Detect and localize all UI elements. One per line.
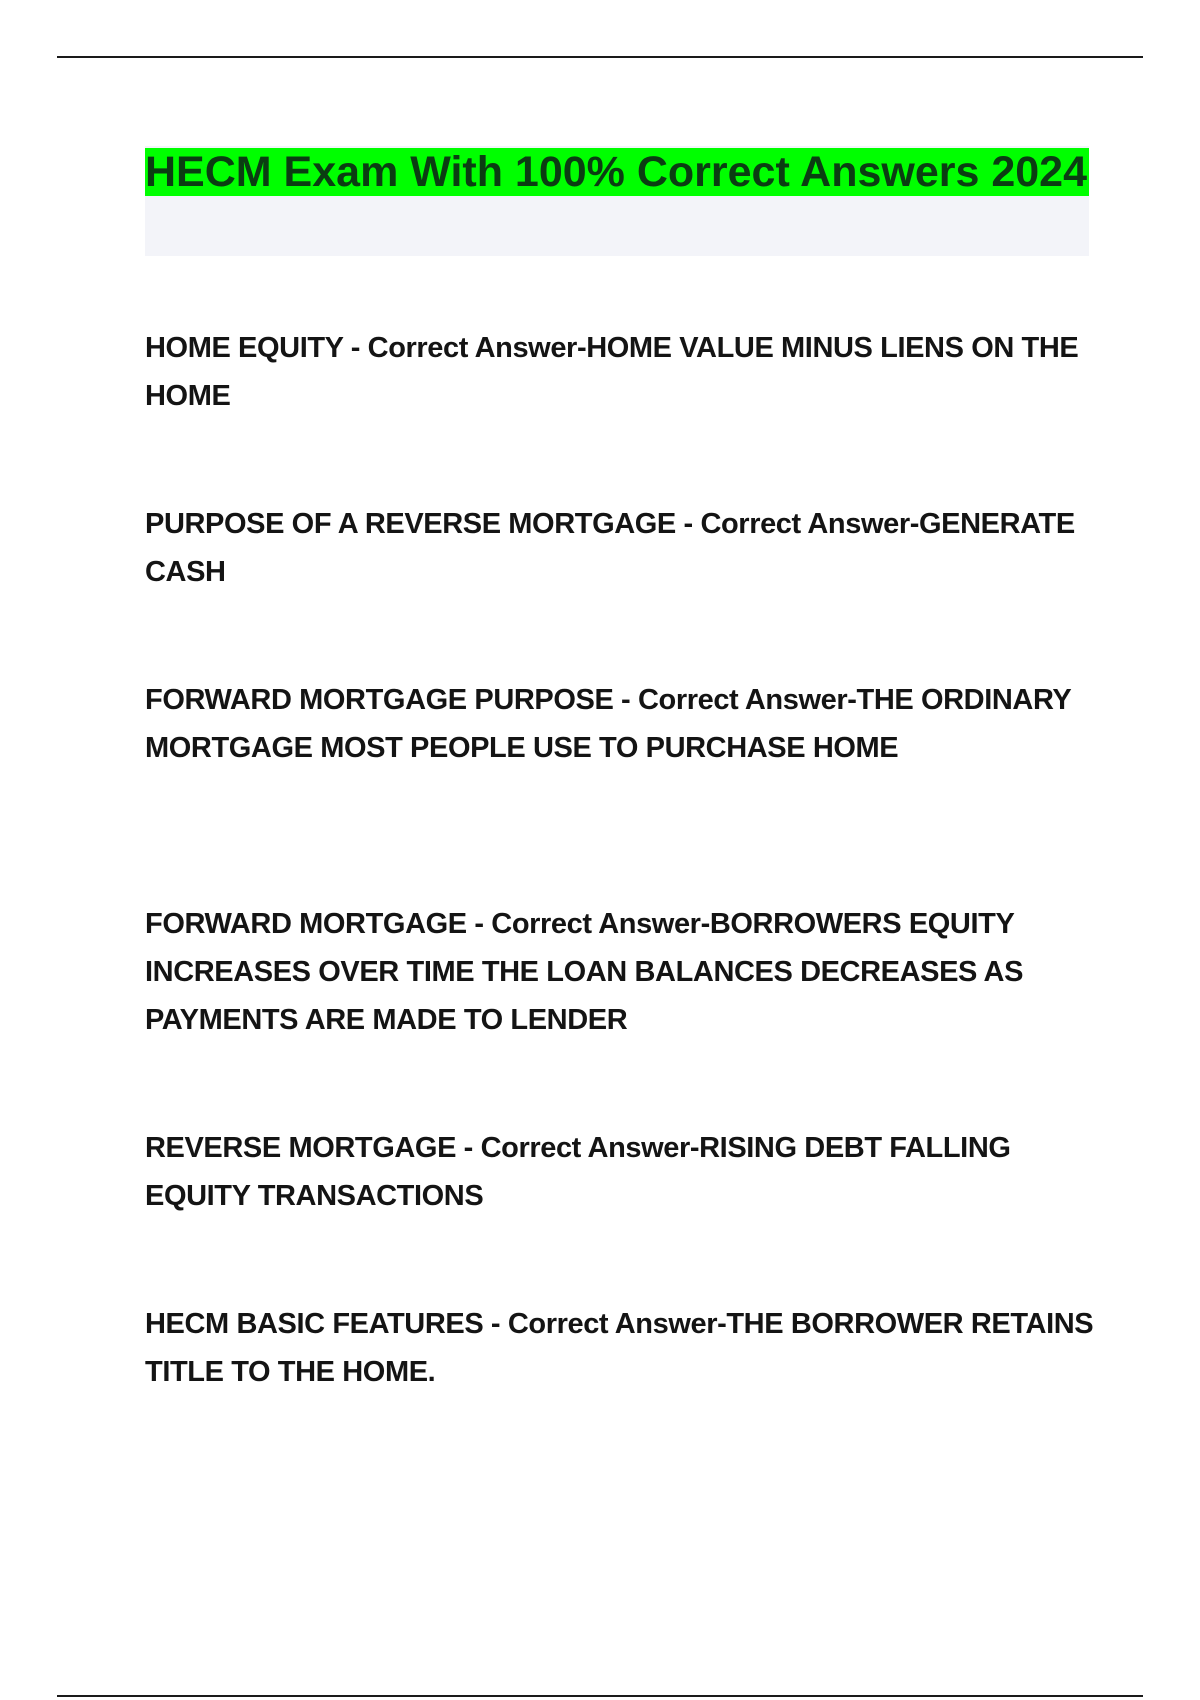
qa-item-hecm-basic-features: HECM BASIC FEATURES - Correct Answer-THE BORROWER RETAINS TITLE TO THE HOME.: [145, 1308, 1094, 1388]
qa-item-purpose-reverse-mortgage: PURPOSE OF A REVERSE MORTGAGE - Correct Answer-GENERATE CASH: [145, 508, 1075, 588]
header-rule: [57, 56, 1143, 58]
qa-item-home-equity: HOME EQUITY - Correct Answer-HOME VALUE MINUS LIENS ON THE HOME: [145, 332, 1079, 412]
title-highlight: HECM Exam With 100% Correct Answers 2024: [145, 148, 1087, 196]
document-title: [145, 144, 1105, 200]
qa-item-forward-mortgage: FORWARD MORTGAGE - Correct Answer-BORROWERS EQUITY INCREASES OVER TIME THE LOAN BALANCES DECREASES AS PAYMENTS ARE MADE TO LENDER: [145, 908, 1024, 1036]
footer-rule: [57, 1695, 1143, 1697]
qa-item-forward-mortgage-purpose: FORWARD MORTGAGE PURPOSE - Correct Answer-THE ORDINARY MORTGAGE MOST PEOPLE USE TO PURCHASE HOME: [145, 684, 1071, 764]
qa-item-reverse-mortgage: REVERSE MORTGAGE - Correct Answer-RISING DEBT FALLING EQUITY TRANSACTIONS: [145, 1132, 1011, 1212]
